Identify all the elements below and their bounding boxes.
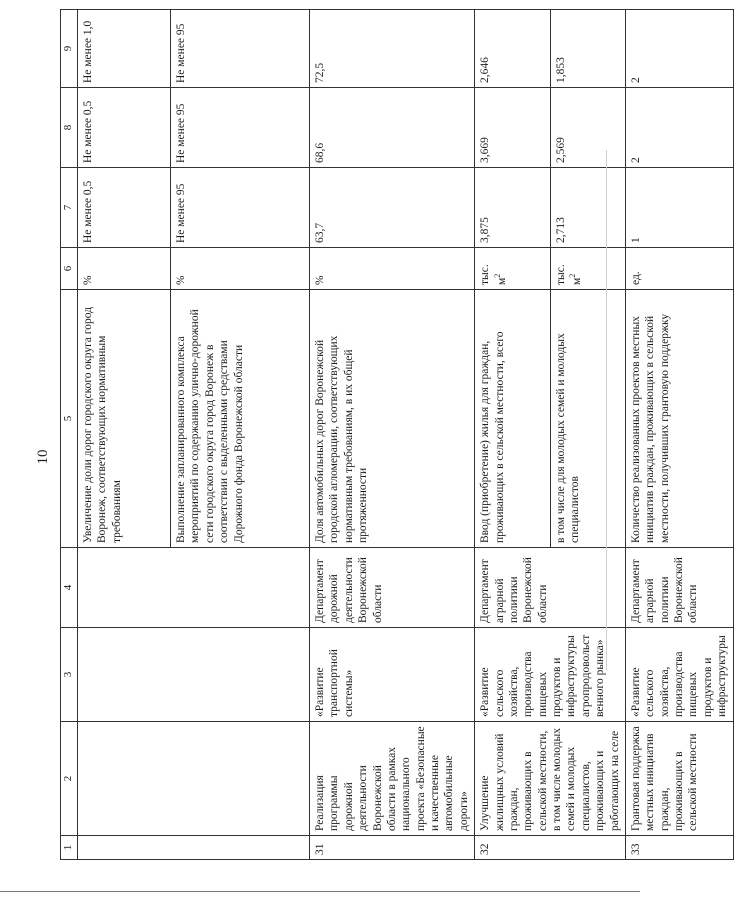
value-cell: 3,875 xyxy=(475,168,550,248)
indicator-cell: Ввод (приобретение) жилья для граждан, проживающих в сельской местности, всего xyxy=(475,290,550,548)
value-cell: Не менее 95 xyxy=(171,10,310,88)
value-cell: 1,853 xyxy=(550,10,625,88)
value-cell: Не менее 95 xyxy=(171,88,310,168)
rotated-page-content xyxy=(60,10,729,860)
value-cell: 1 xyxy=(625,168,733,248)
indicator-cell: Количество реализованных проектов местных инициатив граждан, проживающих в сельской местности, получивших грантовую поддержку xyxy=(625,290,733,548)
unit-cell xyxy=(475,248,550,290)
measure-cell: Реализация программы дорожной деятельности Воронежской области в рамках национального проекта «Безопасные и качественные автомобильные дороги» xyxy=(310,722,475,836)
program-cell xyxy=(78,628,310,722)
column-number: 4 xyxy=(61,548,78,628)
value-cell: Не менее 0,5 xyxy=(78,168,171,248)
executor-cell: Департамент дорожной деятельности Воронежской области xyxy=(310,548,475,628)
page-number: 10 xyxy=(35,449,51,465)
unit-superscript: 2 xyxy=(567,273,577,278)
program-cell: «Развитие транспортной системы» xyxy=(310,628,475,722)
column-number: 7 xyxy=(61,168,78,248)
unit-cell: % xyxy=(78,248,171,290)
unit-cell: % xyxy=(310,248,475,290)
column-number: 6 xyxy=(61,248,78,290)
unit-cell: ед. xyxy=(625,248,733,290)
table-row xyxy=(625,10,733,860)
column-number: 3 xyxy=(61,628,78,722)
unit-cell: % xyxy=(171,248,310,290)
value-cell: 68,6 xyxy=(310,88,475,168)
value-cell: 2 xyxy=(625,10,733,88)
column-number: 5 xyxy=(61,290,78,548)
row-number-cell: 32 xyxy=(475,836,626,860)
executor-cell: Департамент аграрной политики Воронежской области xyxy=(475,548,626,628)
row-number-cell xyxy=(78,836,310,860)
program-cell: «Развитие сельского хозяйства, производства пищевых продуктов и инфраструктуры xyxy=(625,628,733,722)
column-number: 9 xyxy=(61,10,78,88)
table-row xyxy=(78,10,171,860)
column-number: 8 xyxy=(61,88,78,168)
row-number-cell: 33 xyxy=(625,836,733,860)
indicator-cell: Увеличение доли дорог городского округа город Воронеж, соответствующих нормативным требованиям xyxy=(78,290,171,548)
program-cell: «Развитие сельского хозяйства, производства пищевых продуктов и инфраструктуры агропродовольственного рынка» xyxy=(475,628,626,722)
value-cell: 72,5 xyxy=(310,10,475,88)
unit-superscript: 2 xyxy=(492,273,502,278)
measure-cell: Грантовая поддержка местных инициатив граждан, проживающих в сельской местности xyxy=(625,722,733,836)
row-number-cell: 31 xyxy=(310,836,475,860)
value-cell: Не менее 0,5 xyxy=(78,88,171,168)
indicator-cell: в том числе для молодых семей и молодых специалистов xyxy=(550,290,625,548)
indicators-table xyxy=(60,9,734,860)
value-cell: 2 xyxy=(625,88,733,168)
column-number-row xyxy=(61,10,78,860)
value-cell: 2,713 xyxy=(550,168,625,248)
column-number: 2 xyxy=(61,722,78,836)
value-cell: 63,7 xyxy=(310,168,475,248)
executor-cell xyxy=(78,548,310,628)
unit-text: тыс. м xyxy=(479,264,508,285)
column-number: 1 xyxy=(61,836,78,860)
value-cell: 3,669 xyxy=(475,88,550,168)
measure-cell: Улучшение жилищных условий граждан, проживающих в сельской местности, в том числе молодых семей и молодых специалистов, проживающих и работающих на селе xyxy=(475,722,626,836)
scan-bottom-line xyxy=(0,891,640,892)
value-cell: 2,569 xyxy=(550,88,625,168)
indicator-cell: Доля автомобильных дорог Воронежской городской агломерации, соответствующих нормативным требованиям, в их общей протяженности xyxy=(310,290,475,548)
executor-cell: Департамент аграрной политики Воронежской области xyxy=(625,548,733,628)
indicator-cell: Выполнение запланированного комплекса мероприятий по содержанию улично-дорожной сети городского округа город Воронеж в соответствии с выделенными средствами Дорожного фонда Воронежской области xyxy=(171,290,310,548)
measure-cell xyxy=(78,722,310,836)
unit-cell xyxy=(550,248,625,290)
table-row xyxy=(310,10,475,860)
value-cell: Не менее 95 xyxy=(171,168,310,248)
value-cell: Не менее 1,0 xyxy=(78,10,171,88)
unit-text: тыс. м xyxy=(554,264,583,285)
table-row xyxy=(475,10,550,860)
value-cell: 2,646 xyxy=(475,10,550,88)
scan-edge-line xyxy=(606,150,607,670)
